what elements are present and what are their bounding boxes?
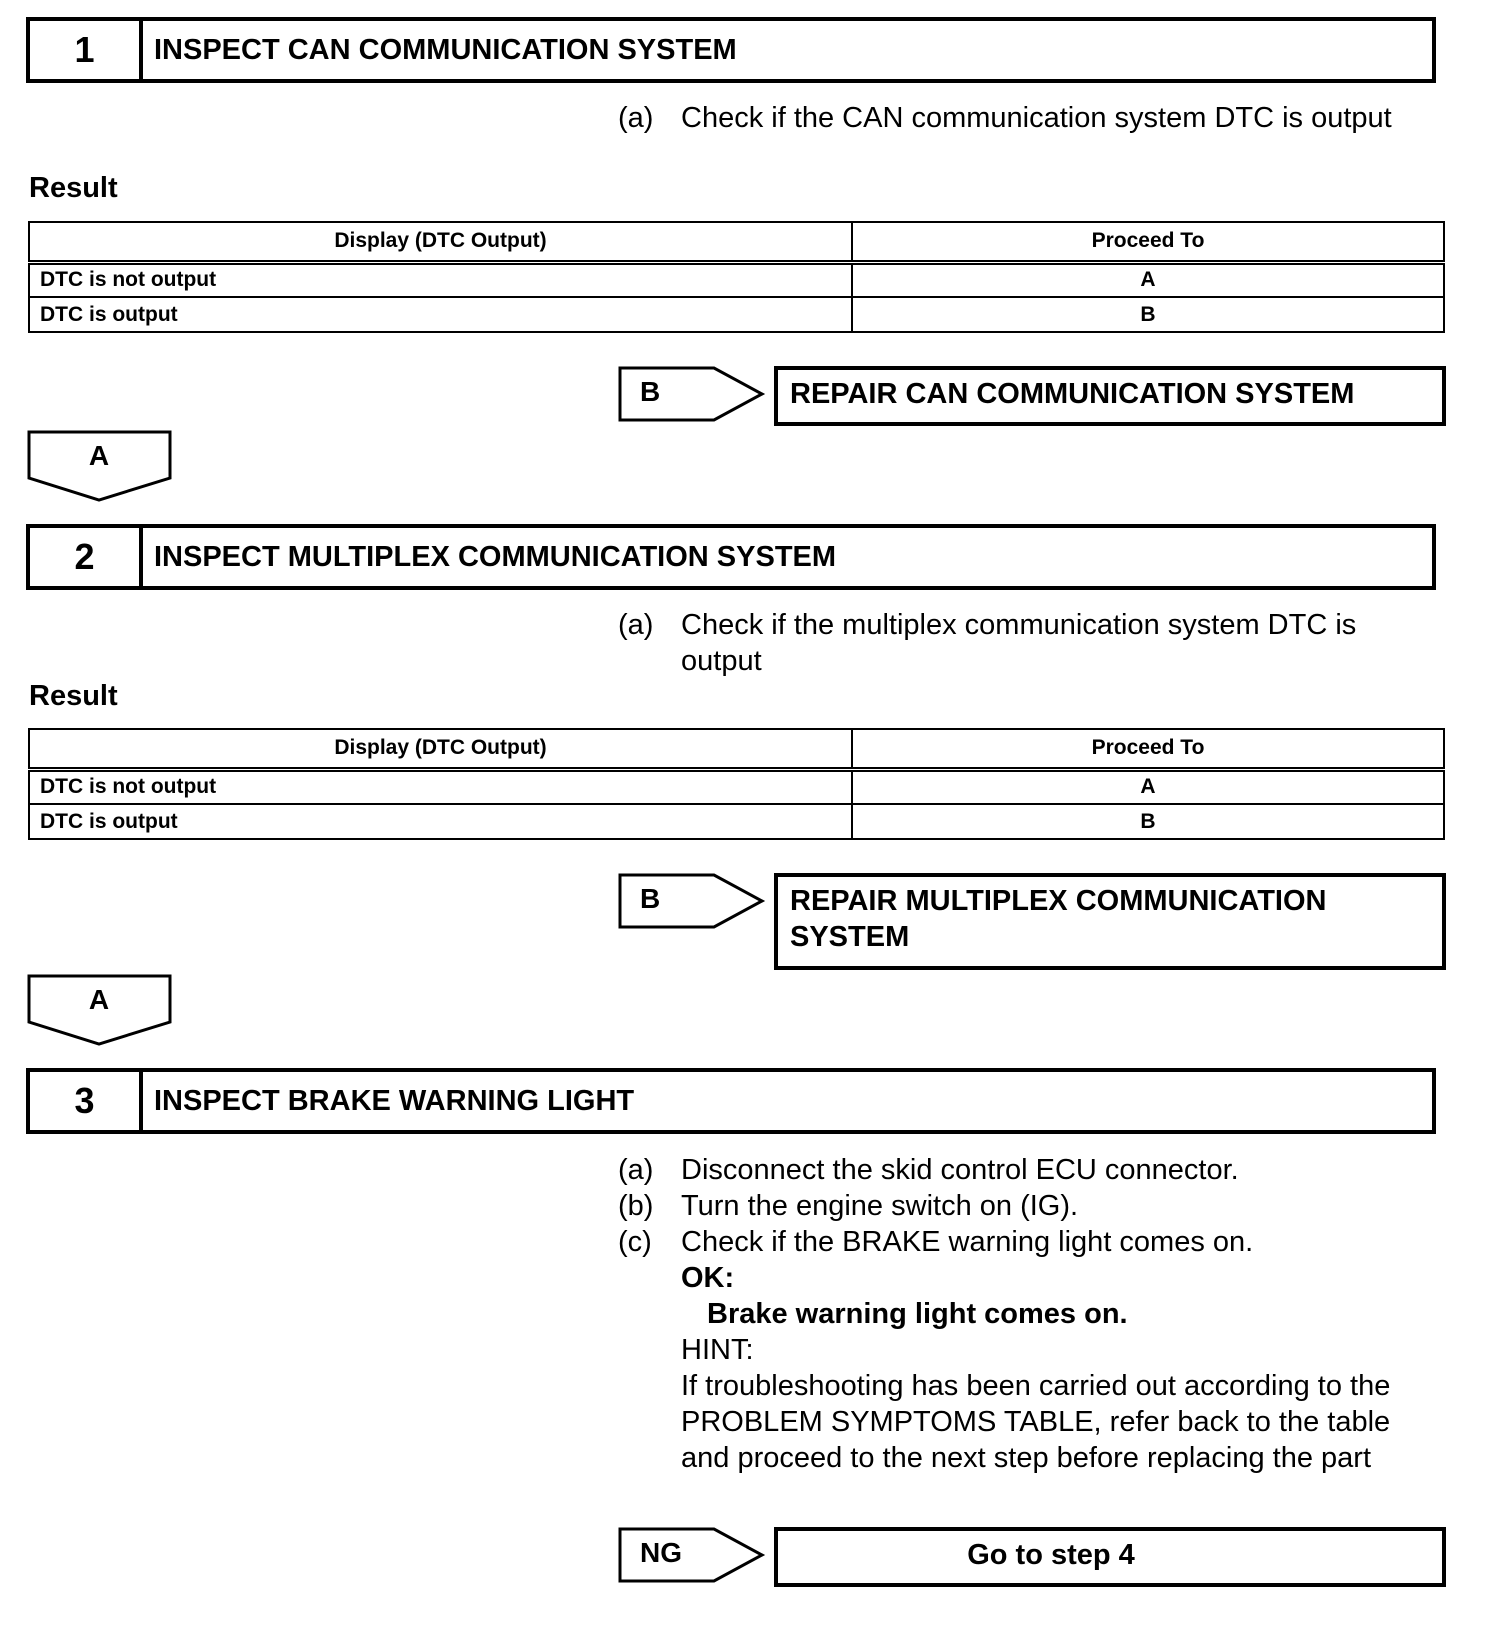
instruction-text: Check if the multiplex communication system DTC is output (681, 609, 1357, 677)
table-header-cell: Display (DTC Output) (29, 222, 852, 262)
continue-a-arrow (27, 974, 173, 1046)
instruction-text: Check if the CAN communication system DTC is output (681, 102, 1392, 134)
table-cell: DTC is output (29, 804, 852, 839)
instruction-text: Disconnect the skid control ECU connector. (681, 1154, 1239, 1186)
table-header-cell: Display (DTC Output) (29, 729, 852, 769)
repair-multiplex-action-box: REPAIR MULTIPLEX COMMUNICATION SYSTEM (774, 873, 1446, 970)
continue-a-arrow (27, 430, 173, 502)
step-1-header (26, 17, 1436, 83)
instruction-label: (a) (618, 1154, 654, 1186)
table-row (29, 297, 1444, 332)
step-title: INSPECT MULTIPLEX COMMUNICATION SYSTEM (154, 540, 837, 573)
step-3-header (26, 1068, 1436, 1134)
branch-label: B (640, 376, 661, 407)
branch-ng-arrow (618, 1527, 766, 1583)
branch-b-arrow (618, 873, 766, 929)
hint-text: If troubleshooting has been carried out according to the PROBLEM SYMPTOMS TABLE, refer back to the table and proceed to the next step before replacing the part (681, 1370, 1391, 1474)
table-row (29, 804, 1444, 839)
step-number: 1 (30, 21, 143, 79)
step-2-instructions (618, 607, 1388, 679)
result-table-step-2 (28, 728, 1445, 840)
table-cell: B (852, 297, 1444, 332)
step-1-instructions (618, 100, 1448, 136)
continue-label: A (88, 984, 110, 1015)
result-label: Result (29, 172, 118, 204)
table-cell: DTC is not output (29, 262, 852, 297)
branch-label: B (640, 883, 661, 914)
instruction-row (618, 1188, 1438, 1224)
go-to-step-4-box: Go to step 4 (774, 1527, 1446, 1587)
table-row (29, 769, 1444, 804)
ok-label: OK: (681, 1262, 735, 1294)
table-cell: A (852, 262, 1444, 297)
step-title: INSPECT BRAKE WARNING LIGHT (154, 1084, 635, 1117)
table-header-cell: Proceed To (852, 729, 1444, 769)
instruction-row (618, 1224, 1438, 1260)
table-cell: DTC is output (29, 297, 852, 332)
continue-label: A (88, 440, 110, 471)
instruction-label: (c) (618, 1226, 652, 1258)
table-row (29, 262, 1444, 297)
table-header-cell: Proceed To (852, 222, 1444, 262)
table-cell: B (852, 804, 1444, 839)
step-number: 2 (30, 528, 143, 586)
step-3-instructions (618, 1152, 1438, 1476)
instruction-label: (a) (618, 102, 654, 134)
repair-can-action-box: REPAIR CAN COMMUNICATION SYSTEM (774, 366, 1446, 426)
instruction-row (618, 1152, 1438, 1188)
table-cell: A (852, 769, 1444, 804)
instruction-label: (a) (618, 609, 654, 641)
step-2-header (26, 524, 1436, 590)
table-header-row (29, 222, 1444, 262)
hint-label: HINT: (681, 1334, 754, 1366)
step-number: 3 (30, 1072, 143, 1130)
instruction-text: Turn the engine switch on (IG). (681, 1190, 1079, 1222)
instruction-text: Check if the BRAKE warning light comes on. (681, 1226, 1254, 1258)
result-label: Result (29, 680, 118, 712)
branch-label: NG (640, 1537, 682, 1568)
step-title: INSPECT CAN COMMUNICATION SYSTEM (154, 33, 737, 66)
instruction-label: (b) (618, 1190, 654, 1222)
result-table-step-1 (28, 221, 1445, 333)
table-header-row (29, 729, 1444, 769)
table-cell: DTC is not output (29, 769, 852, 804)
ok-criteria: Brake warning light comes on. (707, 1298, 1128, 1330)
branch-b-arrow (618, 366, 766, 422)
